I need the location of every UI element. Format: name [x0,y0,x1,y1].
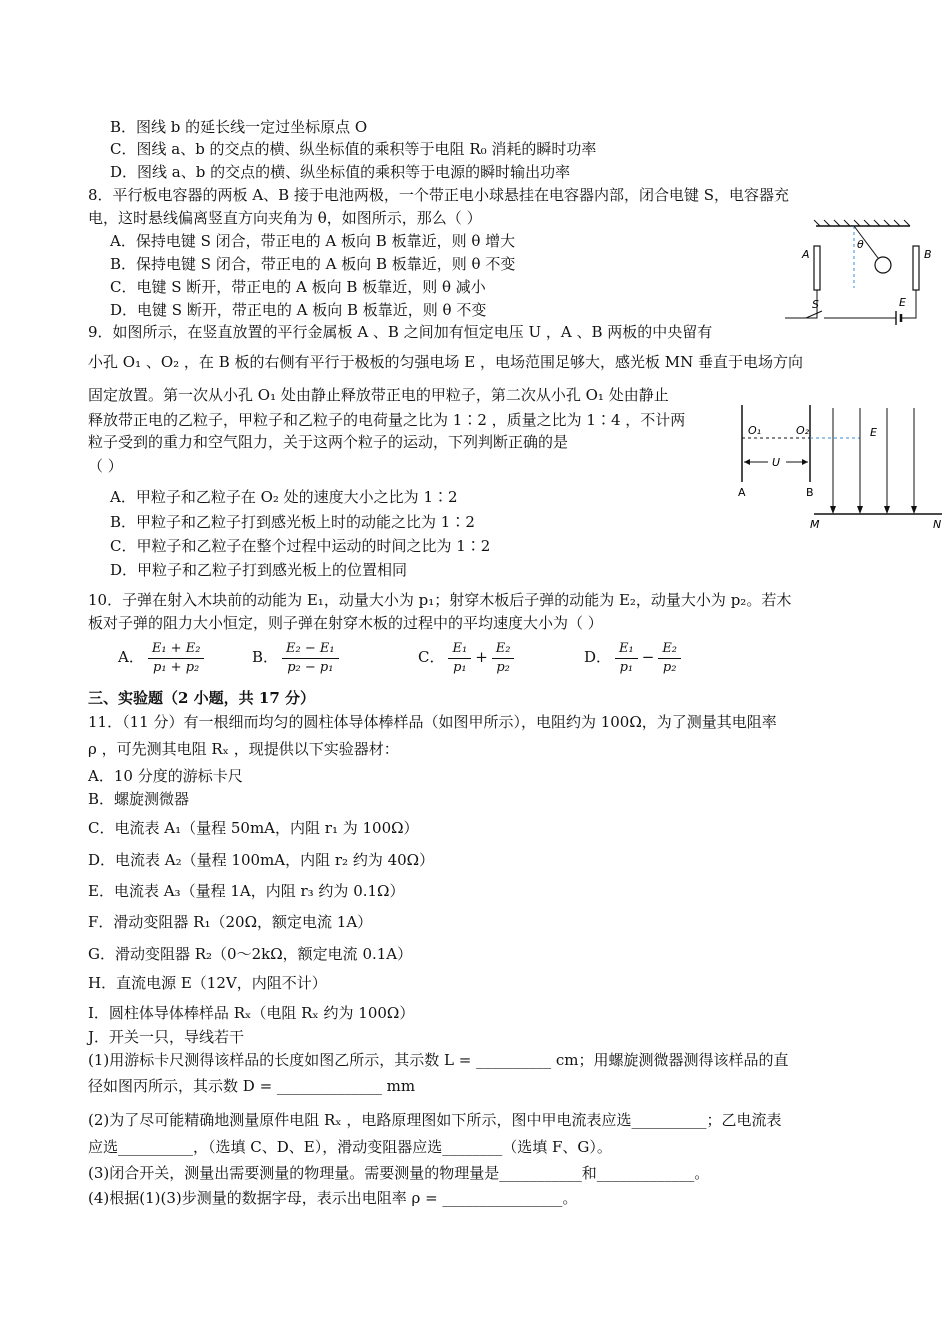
q9-option-d: D．甲粒子和乙粒子打到感光板上的位置相同 [110,561,408,579]
q9-stem-line3: 固定放置。第一次从小孔 O₁ 处由静止释放带正电的甲粒子，第二次从小孔 O₁ 处由静止 [88,386,669,404]
q8-figure-battery-label: E [899,296,906,309]
q10-option-d-denominator-2: p₂ [662,659,677,675]
q10-option-c-operator: + [475,648,488,666]
q10-option-d-fraction-2 [658,640,681,677]
q9-stem-line4: 释放带正电的乙粒子，甲粒子和乙粒子的电荷量之比为 1∶2 ，质量之比为 1∶4 ，不计两 [88,411,686,429]
q8-option-c: C．电键 S 断开，带正电的 A 板向 B 板靠近，则 θ 减小 [110,278,486,296]
q9-field-figure [730,400,945,532]
q8-option-b: B．保持电键 S 闭合，带正电的 A 板向 B 板靠近，则 θ 不变 [110,255,516,273]
q10-option-c-denominator-1: p₁ [453,659,467,675]
q9-stem-line1: 9．如图所示，在竖直放置的平行金属板 A 、B 之间加有恒定电压 U ，A 、B 两板的中央留有 [88,323,713,341]
q9-option-a: A．甲粒子和乙粒子在 O₂ 处的速度大小之比为 1∶2 [110,488,458,506]
q11-item-d: D．电流表 A₂（量程 100mA，内阻 r₂ 约为 40Ω） [88,851,435,869]
q9-figure-plate-a-label: A [738,486,746,499]
q8-figure-switch-label: S [812,298,819,311]
q9-figure-o2-label: O₂ [796,424,810,437]
q10-option-d-fraction-1 [615,640,638,677]
q8-figure-plate-a-label: A [802,248,810,261]
q9-stem-line6: （ ） [88,457,123,475]
q10-stem-line2: 板对子弹的阻力大小恒定，则子弹在射穿木板的过程中的平均速度大小为（ ） [88,614,603,632]
q8-figure-plate-b-label: B [924,248,932,261]
q7-option-d: D．图线 a、b 的交点的横、纵坐标值的乘积等于电源的瞬时输出功率 [110,163,571,181]
q8-option-d: D．电键 S 断开，带正电的 A 板向 B 板靠近，则 θ 不变 [110,301,487,319]
q10-option-d-denominator-1: p₁ [619,659,634,675]
q11-part1-line1: (1)用游标卡尺测得该样品的长度如图乙所示，其示数 L = __________ cm；用螺旋测微器测得该样品的直 [88,1051,789,1069]
q11-stem-line2: ρ ，可先测其电阻 Rₓ ，现提供以下实验器材： [88,740,399,758]
q10-option-c [418,634,518,680]
q10-option-d-operator: − [641,648,655,666]
q9-figure-plate-b-label: B [806,486,814,499]
q10-option-c-fraction-2 [492,640,515,677]
q11-part1-line2: 径如图丙所示，其示数 D = ______________ mm [88,1077,416,1095]
q10-option-a-label: A． [118,648,144,666]
q11-item-c: C．电流表 A₁（量程 50mA，内阻 r₁ 为 100Ω） [88,819,419,837]
q10-option-b-label: B． [252,648,279,666]
q10-option-c-numerator-2: E₂ [492,640,515,659]
q8-figure-theta-label: θ [857,238,864,251]
q10-option-c-numerator-1: E₁ [448,640,471,659]
q9-figure-o1-label: O₁ [748,424,762,437]
q11-item-j: J．开关一只，导线若干 [88,1028,245,1046]
q9-stem-line2: 小孔 O₁ 、O₂ ，在 B 板的右侧有平行于极板的匀强电场 E ，电场范围足够大，感光板 MN 垂直于电场方向 [88,353,803,371]
q11-part2-line1: (2)为了尽可能精确地测量原件电阻 Rₓ ，电路原理图如下所示，图中甲电流表应选__________；乙电流表 [88,1111,782,1129]
q10-option-c-fraction-1 [448,640,471,677]
q9-figure-n-label: N [933,518,942,531]
q9-option-c: C．甲粒子和乙粒子在整个过程中运动的时间之比为 1∶2 [110,537,491,555]
q11-part2-line2: 应选__________，（选填 C、D、E），滑动变阻器应选________（选填 F、G）。 [88,1138,612,1156]
q8-stem-line1: 8．平行板电容器的两板 A、B 接于电池两极，一个带正电小球悬挂在电容器内部，闭合电键 S，电容器充 [88,186,789,204]
q11-item-b: B．螺旋测微器 [88,790,190,808]
q9-stem-line5: 粒子受到的重力和空气阻力，关于这两个粒子的运动，下列判断正确的是 [88,433,569,451]
q10-option-d-numerator-1: E₁ [615,640,638,659]
q10-option-a-numerator: E₁ + E₂ [148,640,205,659]
q10-option-c-denominator-2: p₂ [496,659,510,675]
q10-option-d-numerator-2: E₂ [658,640,681,659]
q7-option-b: B．图线 b 的延长线一定过坐标原点 O [110,118,368,136]
q10-option-b-numerator: E₂ − E₁ [282,640,339,659]
q11-item-a: A．10 分度的游标卡尺 [88,767,243,785]
q10-option-b-denominator: p₂ − p₁ [287,659,334,675]
q11-part3: (3)闭合开关，测量出需要测量的物理量。需要测量的物理量是___________和_____________。 [88,1164,710,1182]
q8-capacitor-figure [778,218,948,330]
q10-option-d-label: D． [584,648,612,666]
q10-option-c-label: C． [418,648,445,666]
q9-option-b: B．甲粒子和乙粒子打到感光板上时的动能之比为 1∶2 [110,513,475,531]
q11-item-i: I．圆柱体导体棒样品 Rₓ（电阻 Rₓ 约为 100Ω） [88,1004,415,1022]
q11-part4: (4)根据(1)(3)步测量的数据字母，表示出电阻率 ρ = ________________。 [88,1189,578,1207]
q9-figure-e-label: E [870,426,877,439]
q8-stem-line2: 电，这时悬线偏离竖直方向夹角为 θ，如图所示，那么（ ） [88,209,482,227]
q11-stem-line1: 11．（11 分）有一根细而均匀的圆柱体导体棒样品（如图甲所示），电阻约为 100Ω，为了测量其电阻率 [88,713,777,731]
q10-option-d [584,634,685,680]
q10-stem-line1: 10．子弹在射入木块前的动能为 E₁，动量大小为 p₁；射穿木板后子弹的动能为 E₂，动量大小为 p₂。若木 [88,591,792,609]
q9-figure-m-label: M [810,518,820,531]
q7-option-c: C．图线 a、b 的交点的横、纵坐标值的乘积等于电阻 R₀ 消耗的瞬时功率 [110,140,597,158]
q11-item-e: E．电流表 A₃（量程 1A，内阻 r₃ 约为 0.1Ω） [88,882,405,900]
q10-option-a-fraction [148,640,205,677]
q11-item-h: H．直流电源 E（12V，内阻不计） [88,974,327,992]
q11-item-f: F．滑动变阻器 R₁（20Ω，额定电流 1A） [88,913,373,931]
q10-option-a [118,634,208,680]
section-three-heading: 三、实验题（2 小题，共 17 分） [88,689,315,707]
q8-option-a: A．保持电键 S 闭合，带正电的 A 板向 B 板靠近，则 θ 增大 [110,232,516,250]
q10-option-a-denominator: p₁ + p₂ [153,659,200,675]
q10-option-b-fraction [282,640,339,677]
q9-figure-u-label: U [772,456,781,469]
q11-item-g: G．滑动变阻器 R₂（0～2kΩ，额定电流 0.1A） [88,945,413,963]
q10-option-b [252,634,343,680]
